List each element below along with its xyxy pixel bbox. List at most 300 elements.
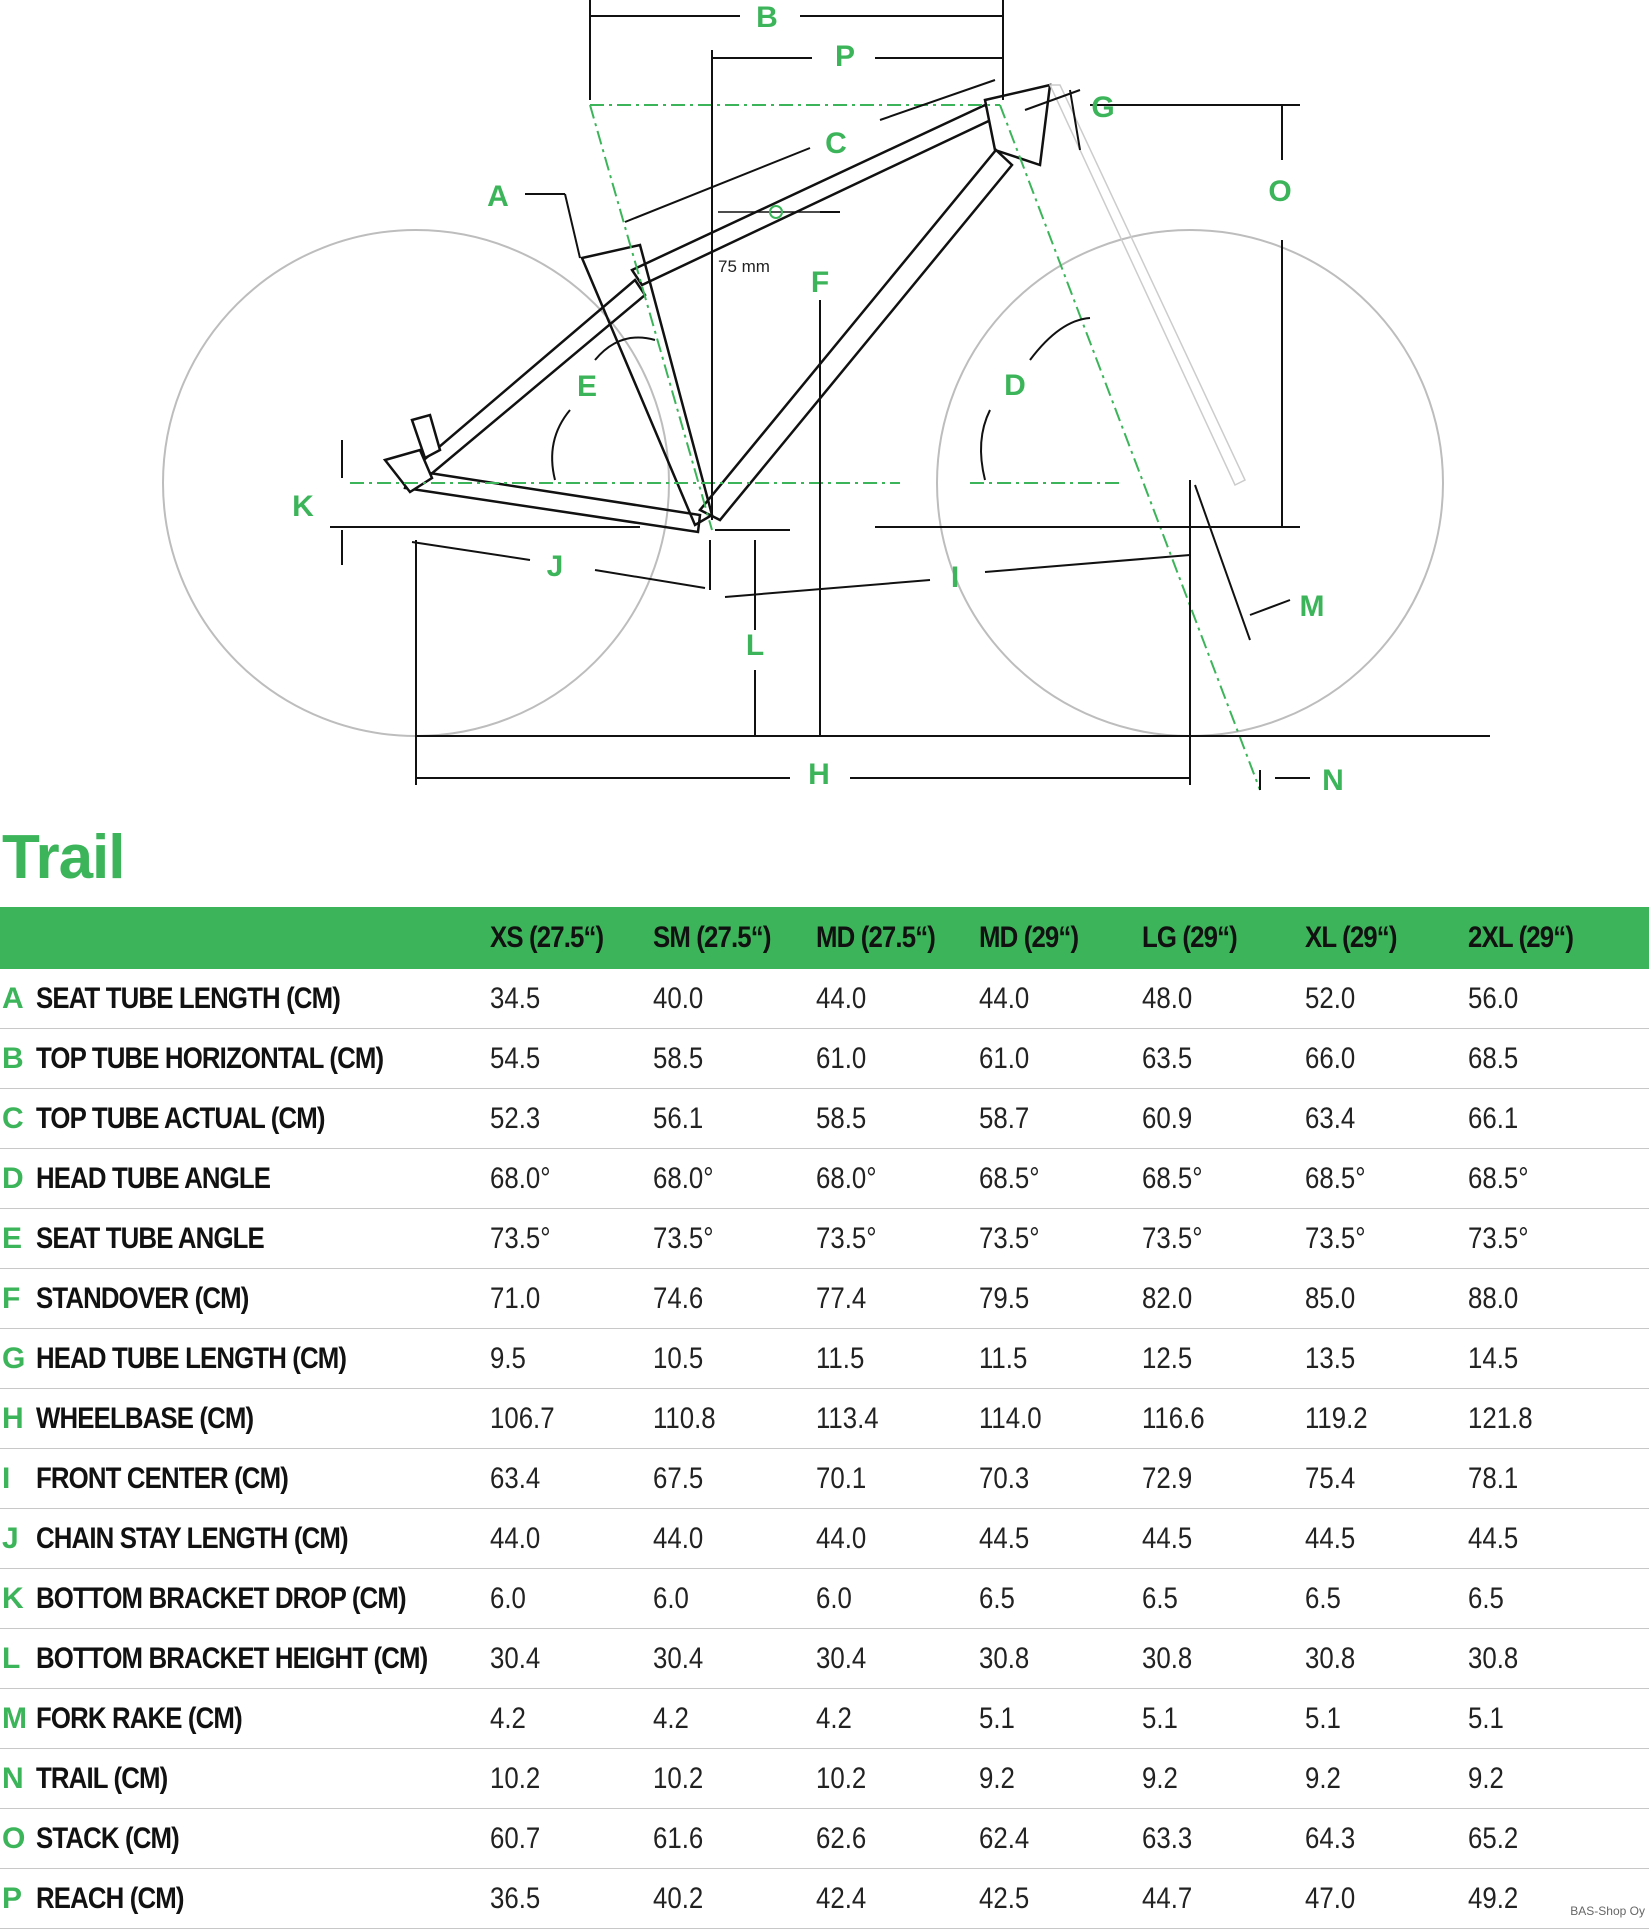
row-letter: H: [2, 1401, 24, 1435]
row-value: [490, 1569, 653, 1629]
row-label-text: FRONT CENTER (CM): [36, 1461, 288, 1495]
row-value: [1468, 1089, 1649, 1149]
row-label-text: BOTTOM BRACKET DROP (CM): [36, 1581, 406, 1615]
row-value: [979, 1269, 1142, 1329]
row-value: [1468, 1389, 1649, 1449]
row-value-text: 44.5: [1468, 1521, 1519, 1555]
row-value: [490, 1509, 653, 1569]
row-value-text: 6.5: [1142, 1581, 1178, 1615]
row-value-text: 6.5: [979, 1581, 1015, 1615]
row-value-text: 78.1: [1468, 1461, 1519, 1495]
row-value: [816, 1209, 979, 1269]
row-letter: P: [2, 1881, 23, 1915]
table-row: [0, 1029, 1649, 1089]
row-value-text: 44.5: [1142, 1521, 1193, 1555]
row-value: [979, 1749, 1142, 1809]
diagram-label-e: E: [576, 370, 598, 403]
row-value-text: 54.5: [490, 1041, 541, 1075]
row-value: [1468, 1509, 1649, 1569]
diagram-label-n: N: [1322, 764, 1344, 797]
row-letter: G: [2, 1341, 26, 1375]
row-value: [653, 1029, 816, 1089]
header-letter-blank: [0, 907, 31, 969]
row-letter: D: [2, 1161, 24, 1195]
diagram-label-h: H: [808, 758, 830, 791]
row-value-text: 63.4: [490, 1461, 541, 1495]
row-value: [490, 1029, 653, 1089]
row-label: [36, 1089, 490, 1149]
row-value: [653, 969, 816, 1029]
row-value: [1142, 1569, 1305, 1629]
table-row: [0, 1209, 1649, 1269]
table-body: [0, 969, 1649, 1929]
row-label-text: SEAT TUBE LENGTH (CM): [36, 981, 340, 1015]
row-letter: A: [2, 981, 24, 1015]
row-value-text: 42.5: [979, 1881, 1030, 1915]
row-value: [816, 1509, 979, 1569]
row-value: [1468, 1749, 1649, 1809]
row-value: [653, 1809, 816, 1869]
row-value-text: 5.1: [979, 1701, 1015, 1735]
row-value-text: 65.2: [1468, 1821, 1519, 1855]
row-value: [979, 1029, 1142, 1089]
row-value: [490, 1269, 653, 1329]
row-value-text: 5.1: [1468, 1701, 1504, 1735]
row-value: [653, 1149, 816, 1209]
row-label-text: STANDOVER (CM): [36, 1281, 249, 1315]
row-value-text: 61.0: [816, 1041, 867, 1075]
row-label: [36, 1449, 490, 1509]
row-value: [816, 1389, 979, 1449]
row-value: [1305, 1329, 1468, 1389]
row-value-text: 44.7: [1142, 1881, 1193, 1915]
row-label-text: FORK RAKE (CM): [36, 1701, 242, 1735]
row-label: [36, 1149, 490, 1209]
geometry-table: [0, 907, 1649, 1929]
row-value-text: 114.0: [979, 1401, 1042, 1435]
row-value-text: 73.5°: [1305, 1221, 1366, 1255]
table-row: [0, 1269, 1649, 1329]
diagram-label-a: A: [487, 180, 509, 213]
row-value: [979, 1089, 1142, 1149]
row-value-text: 52.0: [1305, 981, 1356, 1015]
header-size: LG (29“): [1142, 921, 1237, 954]
row-value: [653, 1209, 816, 1269]
row-value-text: 10.2: [816, 1761, 867, 1795]
row-value-text: 30.4: [816, 1641, 867, 1675]
row-value: [653, 1749, 816, 1809]
row-value-text: 73.5°: [816, 1221, 877, 1255]
row-letter: N: [2, 1761, 24, 1795]
row-value: [1468, 1689, 1649, 1749]
row-value-text: 9.2: [1468, 1761, 1504, 1795]
row-value: [816, 1689, 979, 1749]
row-value: [1468, 1449, 1649, 1509]
row-value-text: 119.2: [1305, 1401, 1368, 1435]
row-value: [490, 1089, 653, 1149]
row-value-text: 4.2: [653, 1701, 689, 1735]
row-value: [1305, 1269, 1468, 1329]
row-label: [36, 1689, 490, 1749]
row-label: [36, 1749, 490, 1809]
row-value: [1142, 1089, 1305, 1149]
row-value-text: 6.5: [1468, 1581, 1504, 1615]
row-value: [490, 1749, 653, 1809]
row-value-text: 62.4: [979, 1821, 1030, 1855]
row-value: [1305, 1209, 1468, 1269]
row-value-text: 11.5: [816, 1341, 865, 1375]
row-letter: J: [2, 1521, 19, 1555]
row-value-text: 6.0: [653, 1581, 689, 1615]
row-value: [1468, 1269, 1649, 1329]
row-value-text: 88.0: [1468, 1281, 1519, 1315]
row-value: [979, 1689, 1142, 1749]
row-value-text: 9.2: [1142, 1761, 1178, 1795]
row-value: [816, 1449, 979, 1509]
row-value: [816, 1149, 979, 1209]
row-value: [816, 1809, 979, 1869]
row-value-text: 47.0: [1305, 1881, 1356, 1915]
row-value: [1468, 1629, 1649, 1689]
row-value: [1468, 1569, 1649, 1629]
row-value-text: 42.4: [816, 1881, 867, 1915]
row-value-text: 10.5: [653, 1341, 704, 1375]
row-value-text: 44.5: [979, 1521, 1030, 1555]
row-value: [979, 1329, 1142, 1389]
row-value: [1142, 1269, 1305, 1329]
row-letter: I: [2, 1461, 11, 1495]
diagram-label-c: C: [825, 127, 847, 160]
table-row: [0, 1689, 1649, 1749]
row-value: [1142, 1809, 1305, 1869]
row-value-text: 61.0: [979, 1041, 1030, 1075]
row-value: [653, 1089, 816, 1149]
row-label: [36, 1809, 490, 1869]
row-value: [1142, 1149, 1305, 1209]
row-value-text: 73.5°: [1142, 1221, 1203, 1255]
row-value-text: 60.9: [1142, 1101, 1193, 1135]
row-value-text: 6.0: [490, 1581, 526, 1615]
row-value-text: 72.9: [1142, 1461, 1193, 1495]
table-row: [0, 1569, 1649, 1629]
row-label-text: HEAD TUBE ANGLE: [36, 1161, 271, 1195]
row-value-text: 60.7: [490, 1821, 541, 1855]
row-value: [816, 1569, 979, 1629]
row-value: [979, 1389, 1142, 1449]
row-value-text: 61.6: [653, 1821, 704, 1855]
row-value-text: 63.3: [1142, 1821, 1193, 1855]
row-value-text: 40.0: [653, 981, 704, 1015]
diagram-label-g: G: [1091, 91, 1115, 124]
row-label-text: TOP TUBE HORIZONTAL (CM): [36, 1041, 384, 1075]
header-size: MD (27.5“): [816, 921, 935, 954]
row-value: [979, 1209, 1142, 1269]
diagram-label-o: O: [1268, 175, 1292, 208]
row-value-text: 58.7: [979, 1101, 1030, 1135]
row-value-text: 11.5: [979, 1341, 1028, 1375]
row-value: [816, 1089, 979, 1149]
row-value: [979, 1809, 1142, 1869]
row-value: [816, 1629, 979, 1689]
row-value-text: 9.2: [1305, 1761, 1341, 1795]
row-value: [490, 1449, 653, 1509]
row-value-text: 85.0: [1305, 1281, 1356, 1315]
row-label-text: TRAIL (CM): [36, 1761, 168, 1795]
row-value: [653, 1629, 816, 1689]
row-value: [1305, 1509, 1468, 1569]
row-value: [490, 1809, 653, 1869]
row-value: [490, 1629, 653, 1689]
row-label: [36, 1029, 490, 1089]
row-value-text: 77.4: [816, 1281, 867, 1315]
diagram-label-l: L: [745, 629, 765, 662]
row-value-text: 73.5°: [653, 1221, 714, 1255]
row-value: [1305, 1569, 1468, 1629]
row-label-text: STACK (CM): [36, 1821, 179, 1855]
row-value-text: 12.5: [1142, 1341, 1193, 1375]
row-letter: F: [2, 1281, 21, 1315]
row-value: [1142, 1389, 1305, 1449]
row-label: [36, 1269, 490, 1329]
row-value-text: 71.0: [490, 1281, 541, 1315]
row-value-text: 48.0: [1142, 981, 1193, 1015]
row-value: [816, 1269, 979, 1329]
row-value-text: 30.8: [1468, 1641, 1519, 1675]
row-value-text: 5.1: [1305, 1701, 1341, 1735]
row-value: [1142, 1629, 1305, 1689]
row-value: [979, 1149, 1142, 1209]
geometry-diagram: [0, 0, 1649, 805]
row-value: [490, 1389, 653, 1449]
row-value-text: 44.0: [490, 1521, 541, 1555]
diagram-label-j: J: [546, 550, 564, 583]
row-value: [1142, 1449, 1305, 1509]
row-value: [490, 969, 653, 1029]
table-row: [0, 1089, 1649, 1149]
row-letter: B: [2, 1041, 24, 1075]
row-value: [1468, 1809, 1649, 1869]
row-value: [1142, 1689, 1305, 1749]
row-value-text: 9.2: [979, 1761, 1015, 1795]
table-row: [0, 1749, 1649, 1809]
row-label-text: BOTTOM BRACKET HEIGHT (CM): [36, 1641, 428, 1675]
row-value-text: 40.2: [653, 1881, 704, 1915]
row-value-text: 63.4: [1305, 1101, 1356, 1135]
row-label: [36, 1629, 490, 1689]
row-value: [979, 1569, 1142, 1629]
row-value-text: 13.5: [1305, 1341, 1356, 1375]
row-value-text: 6.0: [816, 1581, 852, 1615]
row-value: [1142, 1029, 1305, 1089]
row-value: [490, 1149, 653, 1209]
table-row: [0, 1329, 1649, 1389]
row-value: [1468, 1329, 1649, 1389]
header-size: SM (27.5“): [653, 921, 771, 954]
table-row: [0, 1149, 1649, 1209]
row-value-text: 4.2: [490, 1701, 526, 1735]
row-value: [816, 1029, 979, 1089]
row-value-text: 44.0: [979, 981, 1030, 1015]
row-label-text: TOP TUBE ACTUAL (CM): [36, 1101, 325, 1135]
row-label: [36, 1389, 490, 1449]
row-value-text: 30.8: [1142, 1641, 1193, 1675]
row-value-text: 9.5: [490, 1341, 526, 1375]
row-value-text: 58.5: [653, 1041, 704, 1075]
row-value: [490, 1209, 653, 1269]
row-value: [979, 1629, 1142, 1689]
seat-cluster-note: 75 mm: [718, 257, 770, 276]
row-value-text: 44.0: [816, 1521, 867, 1555]
row-value: [653, 1449, 816, 1509]
row-value: [1142, 1209, 1305, 1269]
row-letter: E: [2, 1221, 23, 1255]
table-row: [0, 1449, 1649, 1509]
row-value: [490, 1689, 653, 1749]
row-value-text: 110.8: [653, 1401, 716, 1435]
row-value: [1305, 1809, 1468, 1869]
row-value: [1142, 1329, 1305, 1389]
row-letter: O: [2, 1821, 26, 1855]
row-value-text: 4.2: [816, 1701, 852, 1735]
row-value: [1142, 1749, 1305, 1809]
row-label-text: SEAT TUBE ANGLE: [36, 1221, 264, 1255]
row-value: [1305, 1149, 1468, 1209]
row-value-text: 75.4: [1305, 1461, 1356, 1495]
row-value-text: 5.1: [1142, 1701, 1178, 1735]
row-value-text: 121.8: [1468, 1401, 1533, 1435]
row-value: [653, 1509, 816, 1569]
row-value-text: 68.0°: [816, 1161, 877, 1195]
row-letter: M: [2, 1701, 27, 1735]
row-value-text: 74.6: [653, 1281, 704, 1315]
row-value-text: 73.5°: [490, 1221, 551, 1255]
row-value: [1305, 1389, 1468, 1449]
row-value-text: 66.0: [1305, 1041, 1356, 1075]
row-value-text: 62.6: [816, 1821, 867, 1855]
row-value-text: 67.5: [653, 1461, 704, 1495]
table-row: [0, 1509, 1649, 1569]
diagram-label-m: M: [1299, 590, 1325, 623]
row-value: [816, 969, 979, 1029]
row-value: [979, 1509, 1142, 1569]
row-value: [653, 1689, 816, 1749]
row-value: [1468, 1149, 1649, 1209]
table-row: [0, 969, 1649, 1029]
row-label: [36, 1569, 490, 1629]
row-value: [1468, 1209, 1649, 1269]
row-value-text: 68.5°: [1305, 1161, 1366, 1195]
row-value-text: 63.5: [1142, 1041, 1193, 1075]
row-value: [653, 1389, 816, 1449]
row-value-text: 6.5: [1305, 1581, 1341, 1615]
row-value-text: 30.8: [979, 1641, 1030, 1675]
row-value-text: 36.5: [490, 1881, 541, 1915]
row-label-text: HEAD TUBE LENGTH (CM): [36, 1341, 347, 1375]
row-value-text: 44.0: [653, 1521, 704, 1555]
diagram-label-f: F: [810, 266, 830, 299]
row-value-text: 30.8: [1305, 1641, 1356, 1675]
row-value-text: 70.3: [979, 1461, 1030, 1495]
row-value-text: 68.5°: [979, 1161, 1040, 1195]
diagram-label-d: D: [1004, 369, 1026, 402]
row-value-text: 113.4: [816, 1401, 879, 1435]
row-label: [36, 969, 490, 1029]
row-value: [1305, 1629, 1468, 1689]
frame: [385, 85, 1245, 532]
row-value-text: 44.0: [816, 981, 867, 1015]
row-value: [1305, 1749, 1468, 1809]
diagram-label-i: I: [950, 561, 960, 594]
row-value: [816, 1749, 979, 1809]
row-label-text: REACH (CM): [36, 1881, 184, 1915]
table-header-row: [0, 907, 1649, 969]
row-value: [816, 1329, 979, 1389]
table-row: [0, 1809, 1649, 1869]
row-value-text: 116.6: [1142, 1401, 1205, 1435]
row-value-text: 10.2: [490, 1761, 541, 1795]
diagram-label-k: K: [292, 490, 314, 523]
row-value-text: 34.5: [490, 981, 541, 1015]
row-value-text: 70.1: [816, 1461, 867, 1495]
row-value-text: 64.3: [1305, 1821, 1356, 1855]
row-value-text: 10.2: [653, 1761, 704, 1795]
row-value-text: 49.2: [1468, 1881, 1519, 1915]
row-value: [653, 1329, 816, 1389]
row-value-text: 14.5: [1468, 1341, 1519, 1375]
row-value: [979, 1449, 1142, 1509]
row-letter: L: [2, 1641, 21, 1675]
row-value: [653, 1269, 816, 1329]
row-value: [1142, 1509, 1305, 1569]
row-value-text: 58.5: [816, 1101, 867, 1135]
header-size: XL (29“): [1305, 921, 1397, 954]
seat-cluster-marker: [718, 206, 840, 218]
row-value-text: 68.0°: [490, 1161, 551, 1195]
row-value-text: 30.4: [653, 1641, 704, 1675]
row-value: [1142, 969, 1305, 1029]
row-value-text: 68.0°: [653, 1161, 714, 1195]
row-value-text: 30.4: [490, 1641, 541, 1675]
row-value: [1305, 1689, 1468, 1749]
table-row: [0, 1629, 1649, 1689]
row-value-text: 68.5: [1468, 1041, 1519, 1075]
row-value-text: 73.5°: [1468, 1221, 1529, 1255]
row-value: [1468, 1029, 1649, 1089]
row-letter: K: [2, 1581, 24, 1615]
row-label-text: CHAIN STAY LENGTH (CM): [36, 1521, 348, 1555]
header-size: 2XL (29“): [1468, 921, 1574, 954]
header-size: XS (27.5“): [490, 921, 604, 954]
dimension-lines: [330, 0, 1490, 790]
row-value-text: 56.1: [653, 1101, 704, 1135]
row-letter: C: [2, 1101, 24, 1135]
row-label: [36, 1509, 490, 1569]
row-value-text: 56.0: [1468, 981, 1519, 1015]
row-value: [1305, 1029, 1468, 1089]
row-value: [1305, 1089, 1468, 1149]
row-value-text: 66.1: [1468, 1101, 1519, 1135]
row-label: [36, 1209, 490, 1269]
row-value: [1468, 969, 1649, 1029]
row-value: [653, 1569, 816, 1629]
row-value-text: 106.7: [490, 1401, 555, 1435]
row-value-text: 68.5°: [1468, 1161, 1529, 1195]
row-value-text: 52.3: [490, 1101, 541, 1135]
geometry-title: Trail: [2, 823, 125, 892]
watermark: BAS-Shop Oy: [1570, 1904, 1645, 1918]
diagram-label-b: B: [756, 1, 778, 34]
row-value: [490, 1329, 653, 1389]
